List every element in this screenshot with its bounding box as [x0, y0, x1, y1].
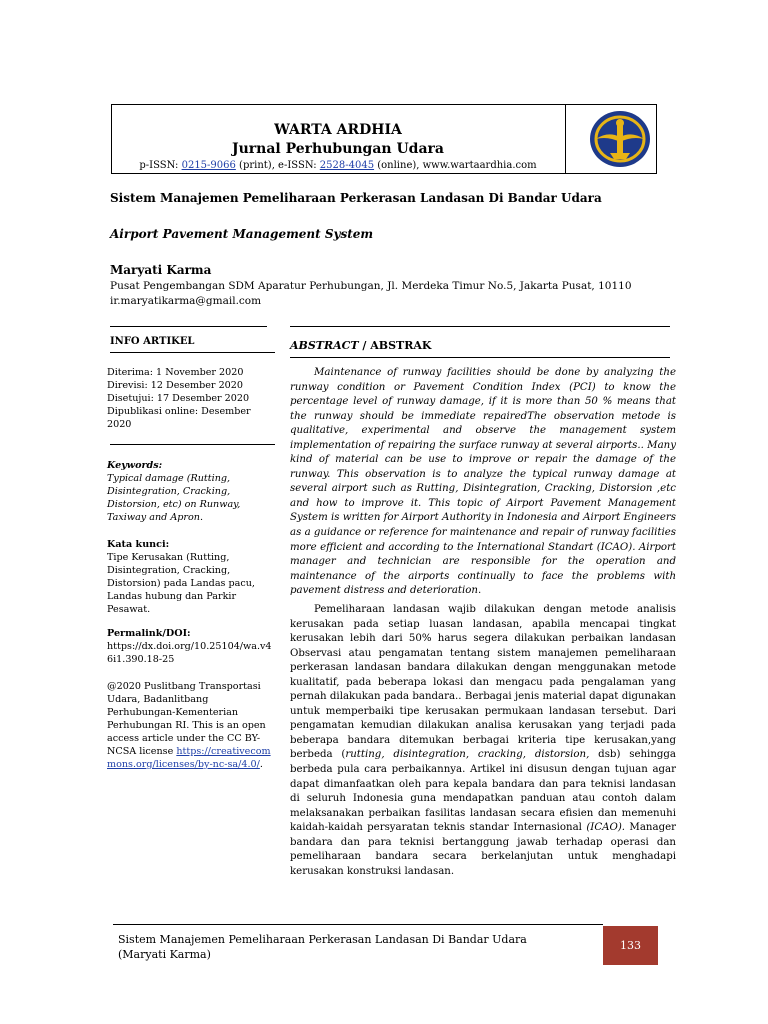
- pissn-link[interactable]: 0215-9066: [181, 160, 236, 171]
- online-label: (online), www.wartaardhia.com: [374, 160, 537, 171]
- keywords-block: [107, 459, 275, 524]
- kata-kunci-block: [107, 538, 275, 616]
- keywords-text: Typical damage (Rutting, Disintegration, Cracking, Distorsion, etc) on Runway, Taxiway and Apron.: [107, 473, 241, 523]
- kata-kunci-text: Tipe Kerusakan (Rutting, Disintegration, Cracking, Distorsion) pada Landas pacu, Landas hubung dan Parkir Pesawat.: [107, 552, 255, 615]
- revised-date: Direvisi: 12 Desember 2020: [107, 380, 243, 391]
- journal-name: WARTA ARDHIA: [274, 122, 402, 138]
- footer-author: (Maryati Karma): [118, 948, 211, 961]
- abstrak-italic-2: (ICAO).: [586, 822, 626, 834]
- abstrak-part-3: Manager bandara dan para teknisi bertanggung jawab terhadap operasi dan pemeliharaan bandara secara berkelanjutan untuk menghadapi kerusakan konstruksi landasan.: [290, 822, 676, 877]
- left-top-rule: [110, 326, 267, 327]
- author-affiliation: Pusat Pengembangan SDM Aparatur Perhubungan, Jl. Merdeka Timur No.5, Jakarta Pusat, 10110: [110, 280, 632, 292]
- ministry-logo-icon: [588, 109, 652, 169]
- abstract-heading-id: / ABSTRAK: [358, 339, 432, 352]
- abstract-indonesian: [290, 603, 676, 879]
- pissn-label: p-ISSN:: [139, 160, 182, 171]
- journal-header: [111, 104, 657, 174]
- copyright-block: [107, 680, 275, 771]
- received-date: Diterima: 1 November 2020: [107, 367, 244, 378]
- info-rule: [110, 352, 275, 353]
- article-dates: [107, 366, 277, 431]
- published-date: Dipublikasi online: Desember 2020: [107, 406, 251, 430]
- dates-rule: [110, 444, 275, 445]
- right-top-rule: [290, 326, 670, 327]
- issn-line: [112, 160, 564, 172]
- copyright-text: @2020 Puslitbang Transportasi Udara, Badanlitbang Perhubungan-Kementerian Perhubungan RI. This is an open access article under the CC BY-NCSA license: [107, 681, 266, 757]
- journal-subtitle: Jurnal Perhubungan Udara: [232, 141, 444, 157]
- license-tail: .: [259, 759, 263, 770]
- approved-date: Disetujui: 17 Desember 2020: [107, 393, 250, 404]
- doi-label: Permalink/DOI:: [107, 628, 191, 639]
- article-title-en: Airport Pavement Management System: [110, 227, 374, 241]
- abstrak-part-1: Pemeliharaan landasan wajib dilakukan dengan metode analisis kerusakan pada setiap luasan landasan, apabila mencapai tingkat kerusakan lebih dari 50% harus segera dilakukan perbaikan landasan Observasi atau pengamatan tentang sistem manajemen pemeliharaan perkerasan landasan bandara dilakukan dengan menggunakan metode kualitatif, pada beberapa lokasi dan mengacu pada pengalaman yang pernah dilakukan pada bandara.. Berbagai jenis material dapat digunakan untuk memperbaiki tipe kerusakan permukaan landasan tersebut. Dari pengamatan kemudian dilakukan analisa kerusakan yang terjadi pada beberapa bandara ditemukan berbagai kriteria tipe kerusakan,yang berbeda (: [290, 604, 676, 761]
- header-divider: [565, 105, 566, 173]
- kata-kunci-label: Kata kunci:: [107, 539, 170, 550]
- footer-rule: [113, 924, 603, 925]
- abstrak-italic-1: rutting, disintegration, cracking, distorsion,: [345, 749, 590, 761]
- abstract-heading: [290, 339, 431, 353]
- running-footer: [118, 932, 527, 962]
- eissn-link[interactable]: 2528-4045: [319, 160, 375, 171]
- print-label: (print), e-ISSN:: [235, 160, 320, 171]
- author-name: Maryati Karma: [110, 263, 212, 277]
- footer-title: Sistem Manajemen Pemeliharaan Perkerasan Landasan Di Bandar Udara: [118, 933, 527, 946]
- abstract-heading-en: ABSTRACT: [290, 339, 359, 352]
- keywords-label: Keywords:: [107, 460, 163, 471]
- doi-block: [107, 627, 275, 666]
- doi-link[interactable]: https://dx.doi.org/10.25104/wa.v46i1.390.18-25: [107, 641, 272, 665]
- license-link[interactable]: https://creativecommons.org/licenses/by-nc-sa/4.0/: [107, 746, 271, 770]
- page-number: 133: [603, 926, 658, 965]
- abstract-english: Maintenance of runway facilities should be done by analyzing the runway condition or Pavement Condition Index (PCI) to know the percentage level of runway damage, if it is more than 50 % means that the runway should be immediate repairedThe observation metode is qualitative, experimental and observe the management system implementation of repairing the surface runway at several airports.. Many kind of material can be use to improve or repair the damage of the runway. This observation is to analyze the typical runway damage at several airport such as Rutting, Disintegration, Cracking, Distorsion ,etc and how to improve it. This topic of Airport Pavement Management System is written for Airport Authority in Indonesia and Airport Engineers as a guidance or reference for maintenance and repair of runway facilities more efficient and according to the International Standart (ICAO). Airport manager and technician are responsible for the operation and maintenance of the airports continually to face the problems with pavement distress and deterioration.: [290, 367, 676, 597]
- abstract-rule: [290, 357, 670, 358]
- info-heading: INFO ARTIKEL: [110, 336, 195, 347]
- article-title: Sistem Manajemen Pemeliharaan Perkerasan Landasan Di Bandar Udara: [110, 191, 602, 205]
- abstrak-part-2: dsb) sehingga berbeda pula cara perbaikannya. Artikel ini disusun dengan tujuan agar dapat dimanfaatkan oleh para kepala bandara dan para teknisi landasan di seluruh Indonesia guna mendapatkan panduan atau contoh dalam melaksanakan perbaikan fasilitas landasan secara efisien dan memenuhi kaidah-kaidah persyaratan teknis standar Internasional: [290, 749, 676, 834]
- author-email[interactable]: ir.maryatikarma@gmail.com: [110, 295, 262, 307]
